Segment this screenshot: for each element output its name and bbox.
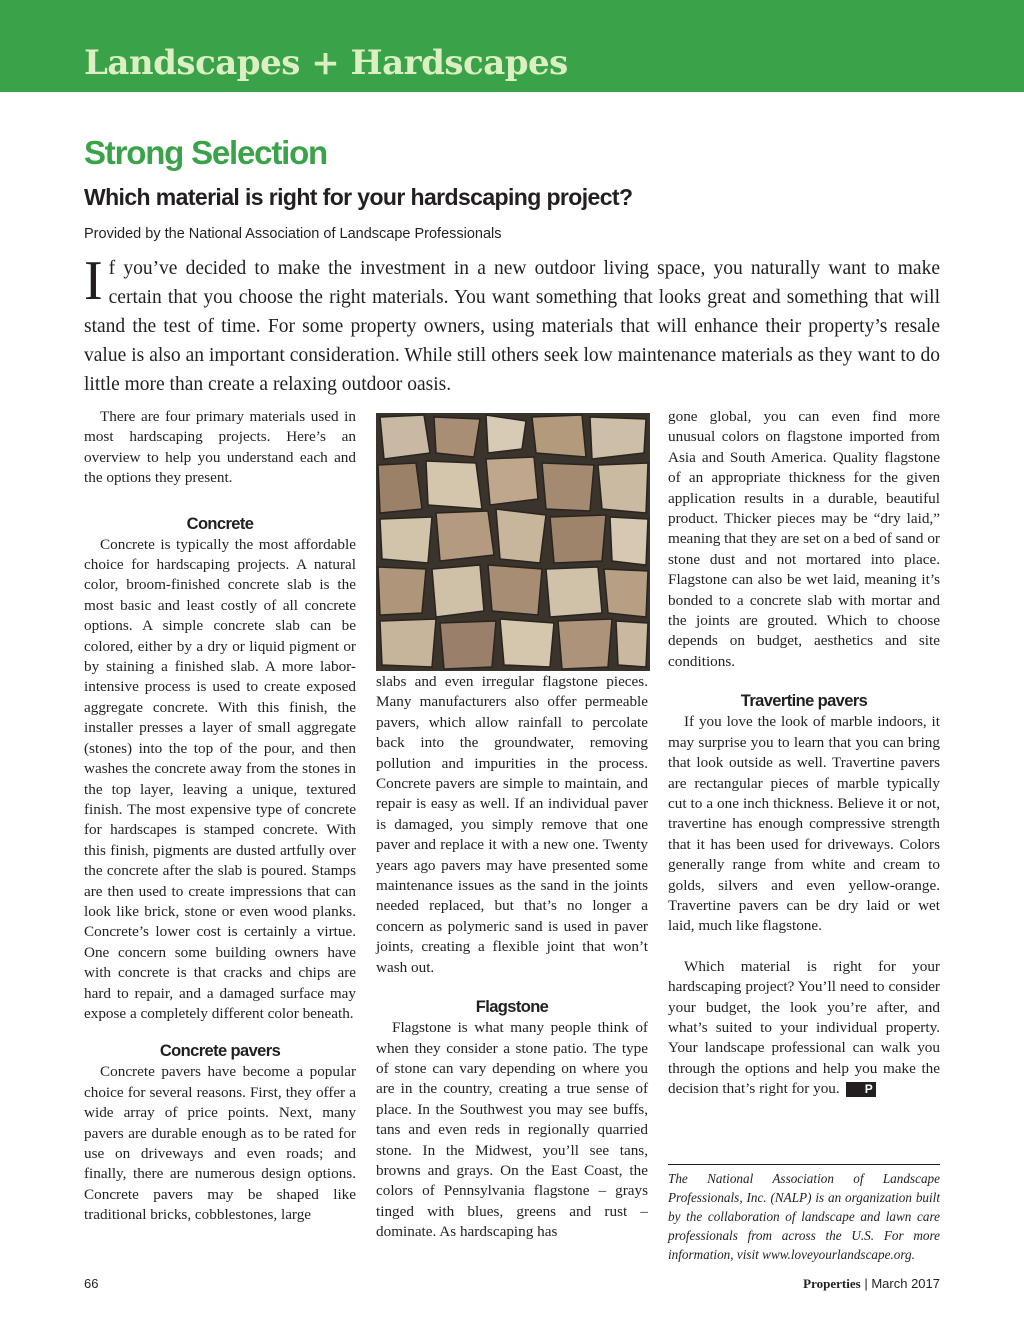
heading-travertine-pavers: Travertine pavers: [740, 692, 868, 711]
nalp-note: The National Association of Landscape Professionals, Inc. (NALP) is an organization built by the collaboration of landscape and lawn care professionals from across the U.S. For more information, visit www.loveyourlandscape.org.: [668, 1164, 940, 1264]
intro-text: f you’ve decided to make the investment in a new outdoor living space, you naturally want to make certain that you choose the right materials. You want something that looks great and something that will stand the test of time. For some property owners, using materials that will enhance their property’s resale value is also an important consideration. While still others seek low maintenance materials as they want to do little more than create a relaxing outdoor oasis.: [84, 258, 940, 395]
flagstone-photo: [376, 413, 650, 671]
closing-paragraph: [668, 957, 940, 1100]
flagstone-text: Flagstone is what many people think of when they consider a stone patio. The type of stone can vary depending on where you are in the country, creating a true sense of place. In the Southwest you may see buffs, tans and even reds in regionally quarried stone. In the Midwest, you’ll see tans, browns and grays. On the East Coast, the colors of Pennsylvania flagstone – grays tinged with blues, greens and rust – dominate. As hardscaping has: [376, 1019, 648, 1241]
intro-paragraph: [84, 250, 940, 399]
travertine-text: If you love the look of marble indoors, it may surprise you to learn that you can bring that look outside as well. Travertine pavers are rectangular pieces of marble typically cut to a one inch thickness. Believe it or not, travertine has enough compressive strength that it has been used for driveways. Colors generally range from white and cream to golds, silvers and even yellow-orange. Travertine pavers can be dry laid or wet laid, much like flagstone.: [668, 713, 940, 935]
issue-date: March 2017: [871, 1276, 940, 1291]
heading-flagstone: Flagstone: [475, 998, 549, 1017]
headline: Strong Selection: [84, 134, 327, 171]
end-mark-icon: P: [846, 1082, 876, 1097]
concrete-pavers-text: Concrete pavers have become a popular choice for several reasons. First, they offer a wide array of price points. Next, many pavers are durable enough as to be rated for use on driveways and even roads; and finally, there are numerous design options. Concrete pavers may be shaped like traditional bricks, cobblestones, large: [84, 1063, 356, 1224]
concrete-pavers-continued: slabs and even irregular flagstone pieces. Many manufacturers also offer permeable pavers, which allow rainfall to percolate back into the groundwater, removing pollution and impurities in the process. Concrete pavers are simple to maintain, and repair is easy as well. If an individual paver is damaged, you simply remove that one paver and replace it with a new one. Twenty years ago pavers may have presented some maintenance issues as the sand in the joints needed replaced, but that’s no longer a concern as polymeric sand is used in paver joints, creating a flexible joint that won’t wash out.: [376, 673, 648, 976]
footer-separator: |: [864, 1276, 868, 1291]
heading-concrete-pavers: Concrete pavers: [159, 1042, 281, 1061]
closing-text: Which material is right for your hardscaping project? You’ll need to consider your budget, the look you’re after, and what’s suited to your individual property. Your landscape professional can walk you through the options and help you make the decision that’s right for you.: [668, 957, 940, 1098]
section-title: Landscapes + Hardscapes: [84, 43, 568, 83]
publication-footer: [803, 1276, 940, 1292]
column-1: [84, 407, 356, 1226]
heading-concrete: Concrete: [186, 514, 254, 533]
column-3: [668, 407, 940, 1100]
publication-name: Properties: [803, 1276, 861, 1291]
subheadline: Which material is right for your hardscaping project?: [84, 184, 633, 210]
concrete-text: Concrete is typically the most affordable choice for hardscaping projects. A natural color, broom-finished concrete slab is the most basic and least costly of all concrete options. A simple concrete slab can be colored, either by a dry or liquid pigment or by staining a finished slab. A more labor-intensive process is used to create exposed aggregate concrete. With this finish, the installer presses a layer of small aggregate (stones) into the top of the pour, and then washes the concrete away from the stones in the top layer, leaving a unique, textured finish. The most expensive type of concrete for hardscapes is stamped concrete. With this finish, pigments are dusted artfully over the concrete after the slab is poured. Stamps are then used to create impressions that can look like brick, stone or even wood planks. Concrete’s lower cost is certainly a virtue. One concern some building owners have with concrete is that cracks and chips are hard to repair, and a damaged surface may expose a completely different color beneath.: [84, 535, 356, 1022]
credit-line: Provided by the National Association of Landscape Professionals: [84, 226, 502, 242]
column-2: [376, 672, 648, 1243]
drop-cap: I: [84, 250, 103, 312]
column-intro: There are four primary materials used in most hardscaping projects. Here’s an overview to help you understand each and the options they present.: [84, 408, 356, 487]
page-number: 66: [84, 1276, 99, 1291]
flagstone-continued: gone global, you can even find more unusual colors on flagstone imported from Asia and South America. Quality flagstone of an appropriate thickness for the given application results in a durable, beautiful product. Thicker pieces may be “dry laid,” meaning that they are set on a bed of sand or stone dust and not mortared into place. Flagstone can also be wet laid, meaning it’s bonded to a concrete slab with mortar and the joints are grouted. Which to choose depends on budget, aesthetics and site conditions.: [668, 408, 940, 670]
